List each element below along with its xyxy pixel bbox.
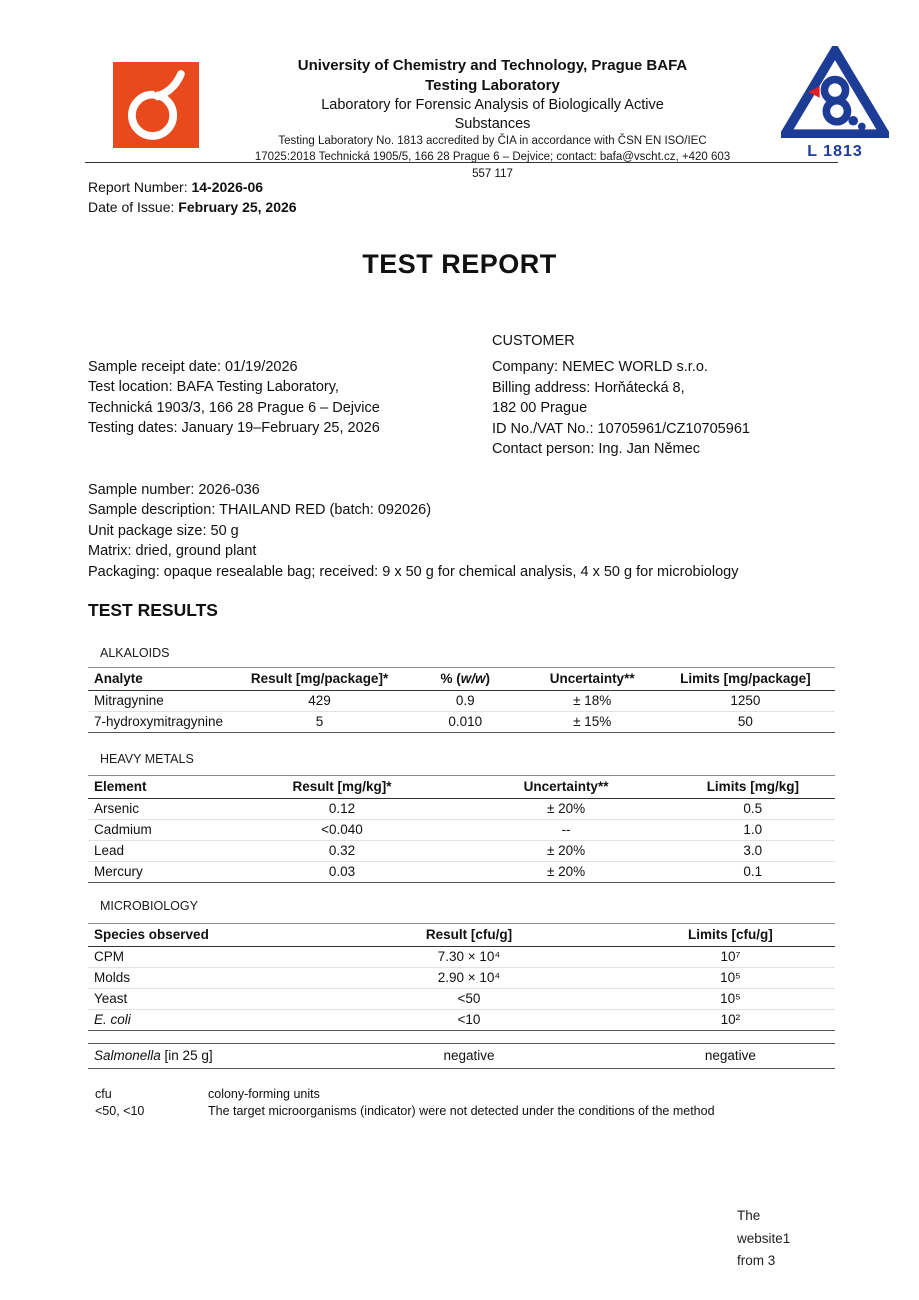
table-cell: Lead xyxy=(88,841,222,862)
report-meta xyxy=(88,178,297,217)
footnote-description: colony-forming units xyxy=(208,1087,320,1101)
accreditation-line1: Testing Laboratory No. 1813 accredited by ČIA in accordance with ČSN EN ISO/IEC xyxy=(278,135,707,147)
table-row xyxy=(88,989,835,1010)
table-cell: <50 xyxy=(312,989,626,1010)
table-cell: CPM xyxy=(88,947,312,968)
info-line: Test location: BAFA Testing Laboratory, xyxy=(88,379,339,396)
table-row xyxy=(88,968,835,989)
table-cell: 10² xyxy=(626,1010,835,1031)
column-header: Uncertainty** xyxy=(461,776,670,799)
sample-line: Sample description: THAILAND RED (batch: 092026) xyxy=(88,502,432,519)
heavy-metals-table xyxy=(88,775,835,883)
table-cell: 429 xyxy=(237,691,401,712)
column-header: Limits [mg/kg] xyxy=(671,776,835,799)
sample-receipt-block xyxy=(88,357,478,439)
table-cell: Yeast xyxy=(88,989,312,1010)
table-cell: ± 20% xyxy=(461,799,670,820)
table-cell: ± 18% xyxy=(529,691,656,712)
sample-description-block xyxy=(88,480,848,582)
table-cell: -- xyxy=(461,820,670,841)
table-cell: 7.30 × 10⁴ xyxy=(312,947,626,968)
column-header: Species observed xyxy=(88,924,312,947)
column-header: Limits [cfu/g] xyxy=(626,924,835,947)
column-header: Result [mg/kg]* xyxy=(222,776,461,799)
table-cell: 5 xyxy=(237,712,401,733)
footnote-description: The target microorganisms (indicator) were not detected under the conditions of the method xyxy=(208,1103,715,1118)
table-row xyxy=(88,799,835,820)
column-header: Analyte xyxy=(88,668,237,691)
column-header: Result [mg/package]* xyxy=(237,668,401,691)
issue-date-line xyxy=(88,198,297,218)
sample-line: Unit package size: 50 g xyxy=(88,522,239,539)
table-cell: 3.0 xyxy=(671,841,835,862)
accreditation-line2: 17025:2018 Technická 1905/5, 166 28 Prague 6 – Dejvice; contact: bafa@vscht.cz, +420 603 xyxy=(254,150,731,163)
page-title: TEST REPORT xyxy=(362,249,557,279)
column-header: Result [cfu/g] xyxy=(312,924,626,947)
page-footer xyxy=(737,1205,790,1273)
issue-date-label: Date of Issue: xyxy=(88,198,175,215)
footer-line: The xyxy=(737,1208,761,1223)
column-header: Element xyxy=(88,776,222,799)
table-cell: 1.0 xyxy=(671,820,835,841)
customer-block xyxy=(492,331,832,459)
results-heading: TEST RESULTS xyxy=(88,600,218,620)
table-cell: E. coli xyxy=(88,1010,312,1031)
table-cell: 0.1 xyxy=(671,862,835,883)
section-label-alkaloids: ALKALOIDS xyxy=(100,646,170,660)
table-cell: <0.040 xyxy=(222,820,461,841)
table-cell: ± 15% xyxy=(529,712,656,733)
report-number-value: 14-2026-06 xyxy=(191,179,264,195)
table-row xyxy=(88,841,835,862)
table-cell: Arsenic xyxy=(88,799,222,820)
header-divider xyxy=(85,162,838,163)
sample-line: Matrix: dried, ground plant xyxy=(88,543,257,560)
customer-line: ID No./VAT No.: 10705961/CZ10705961 xyxy=(492,420,750,437)
table-cell: Mitragynine xyxy=(88,691,237,712)
column-header: Limits [mg/package] xyxy=(656,668,835,691)
table-cell: 0.12 xyxy=(222,799,461,820)
table-row xyxy=(88,691,835,712)
accreditation-line3: 557 117 xyxy=(472,168,513,180)
org-name-line1: University of Chemistry and Technology, Prague BAFA xyxy=(297,57,688,74)
section-label-microbiology: MICROBIOLOGY xyxy=(100,899,198,913)
info-line: Technická 1903/3, 166 28 Prague 6 – Dejvice xyxy=(88,399,380,416)
footer-line: website1 xyxy=(737,1230,791,1246)
sample-line: Packaging: opaque resealable bag; received: 9 x 50 g for chemical analysis, 4 x 50 g for microbiology xyxy=(88,563,739,580)
alkaloids-table xyxy=(88,667,835,733)
salmonella-table xyxy=(88,1043,835,1069)
info-line: Testing dates: January 19–February 25, 2026 xyxy=(88,420,380,437)
table-cell: 7-hydroxymitragynine xyxy=(88,712,237,733)
table-cell: negative xyxy=(312,1044,626,1069)
column-header: Uncertainty** xyxy=(529,668,656,691)
cia-triangle-icon xyxy=(781,46,889,138)
table-row xyxy=(88,1010,835,1031)
table-cell: 1250 xyxy=(656,691,835,712)
footnote-row xyxy=(95,1086,815,1103)
cia-accreditation-number: L 1813 xyxy=(807,143,863,160)
microbiology-table xyxy=(88,923,835,1031)
table-cell: Cadmium xyxy=(88,820,222,841)
table-cell: 0.010 xyxy=(402,712,529,733)
table-row xyxy=(88,862,835,883)
customer-line: 182 00 Prague xyxy=(492,400,588,417)
footnote-row xyxy=(95,1103,815,1120)
table-cell: ± 20% xyxy=(461,862,670,883)
table-header-row xyxy=(88,776,835,799)
table-cell: 0.03 xyxy=(222,862,461,883)
customer-line: Contact person: Ing. Jan Němec xyxy=(492,441,700,458)
table-cell: negative xyxy=(626,1044,835,1069)
report-number-line xyxy=(88,178,297,198)
org-name-line4: Substances xyxy=(454,116,531,132)
table-cell: <10 xyxy=(312,1010,626,1031)
table-cell: 0.32 xyxy=(222,841,461,862)
footnote-term: cfu xyxy=(95,1087,112,1101)
cia-accreditation-logo xyxy=(776,46,894,161)
customer-heading: CUSTOMER xyxy=(492,333,575,349)
header-org-block xyxy=(210,56,775,165)
footnote-term: <50, <10 xyxy=(95,1103,145,1118)
section-label-heavy-metals: HEAVY METALS xyxy=(100,752,194,766)
footnotes-block xyxy=(95,1086,815,1119)
table-row xyxy=(88,1044,835,1069)
table-cell: 2.90 × 10⁴ xyxy=(312,968,626,989)
table-cell: Mercury xyxy=(88,862,222,883)
table-cell: 50 xyxy=(656,712,835,733)
column-header: % (w/w) xyxy=(402,668,529,691)
table-row xyxy=(88,820,835,841)
footer-line: from 3 xyxy=(737,1253,776,1268)
table-cell: 0.5 xyxy=(671,799,835,820)
table-cell: 10⁵ xyxy=(626,968,835,989)
issue-date-value: February 25, 2026 xyxy=(178,198,297,215)
table-cell: 0.9 xyxy=(402,691,529,712)
table-cell: 10⁷ xyxy=(626,947,835,968)
table-cell: 10⁵ xyxy=(626,989,835,1010)
table-row xyxy=(88,947,835,968)
table-header-row xyxy=(88,668,835,691)
customer-line: Company: NEMEC WORLD s.r.o. xyxy=(492,359,708,376)
table-row xyxy=(88,712,835,733)
report-number-label: Report Number: xyxy=(88,179,188,195)
org-name-line3: Laboratory for Forensic Analysis of Biologically Active xyxy=(321,97,664,113)
table-cell: ± 20% xyxy=(461,841,670,862)
table-cell: Salmonella [in 25 g] xyxy=(88,1044,312,1069)
uct-logo-icon xyxy=(113,62,199,148)
table-header-row xyxy=(88,924,835,947)
info-line: Sample receipt date: 01/19/2026 xyxy=(88,359,298,375)
customer-line: Billing address: Horňátecká 8, xyxy=(492,379,685,396)
sample-line: Sample number: 2026-036 xyxy=(88,482,260,498)
table-cell: Molds xyxy=(88,968,312,989)
org-name-line2: Testing Laboratory xyxy=(425,77,560,94)
